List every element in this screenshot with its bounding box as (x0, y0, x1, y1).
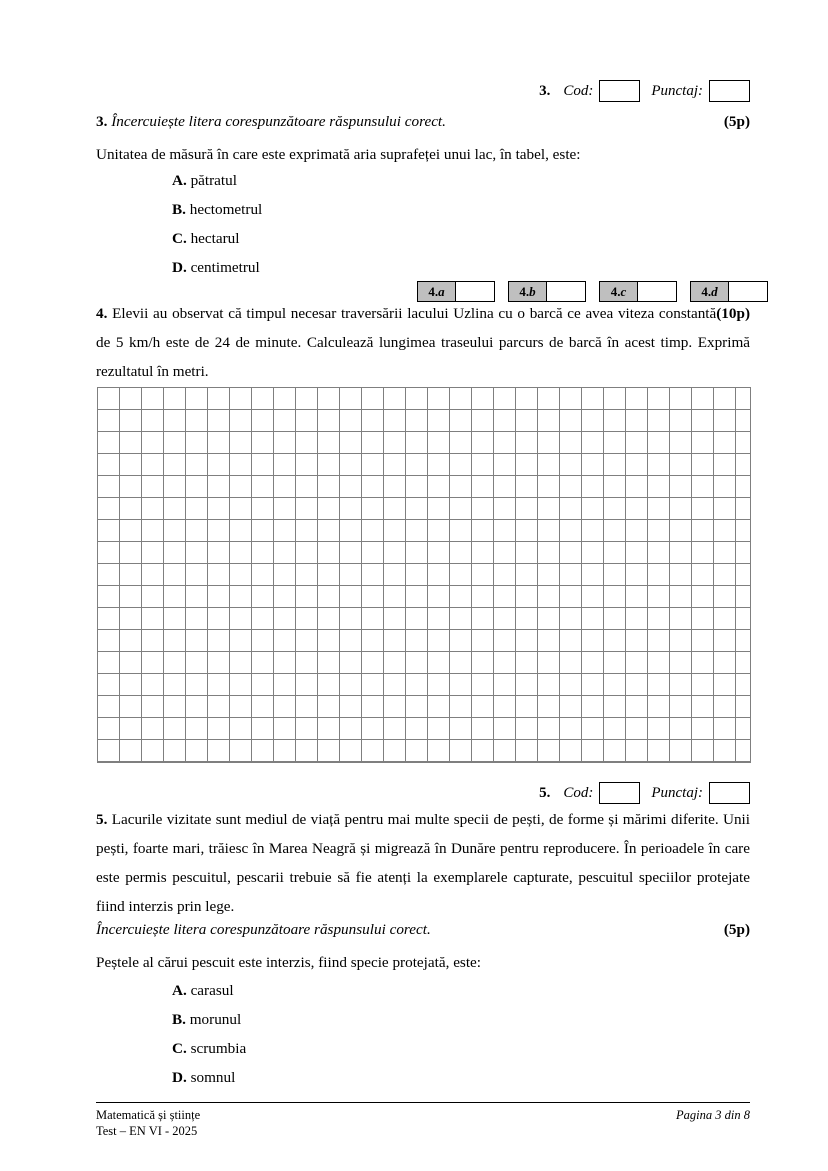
item5-choice-b[interactable] (172, 1005, 246, 1034)
item5-choice-d[interactable] (172, 1063, 246, 1092)
item5-body: Lacurile vizitate sunt mediul de viață pentru mai multe specii de pești, de forme și mărimi diferite. Unii pești, foarte mari, trăiesc în Marea Neagră și migrează în Dunăre pentru reproducere. În perioadele în care este permis pescuitul, pescarii trebuie să fie atenți la exemplarele capturate, pescuitul speciilor protejate fiind interzis prin lege. (96, 811, 750, 915)
item3-choice-c-letter: C. (172, 230, 187, 247)
item5-stem: Peștele al cărui pescuit este interzis, fiind specie protejată, este: (96, 954, 482, 971)
item3-choice-d-text: centimetrul (190, 259, 260, 276)
item5-body-block (96, 805, 750, 921)
item5-instruction-line (96, 919, 750, 941)
item3-choice-b[interactable] (172, 195, 262, 224)
punctaj-input-box-3[interactable] (709, 80, 750, 102)
item4-work-grid[interactable] (97, 387, 751, 763)
item4-subscore-b-letter: b (529, 284, 536, 299)
item5-points: (5p) (723, 921, 750, 938)
footer-test: Test – EN VI - 2025 (96, 1124, 198, 1138)
cod-label-3: Cod: (563, 82, 594, 99)
item4-subscore-c-prefix: 4. (610, 284, 621, 299)
item5-choice-a[interactable] (172, 976, 246, 1005)
item5-instruction: Încercuiește litera corespunzătoare răspunsului corect. (96, 921, 431, 938)
item4-subscore-a-letter: a (438, 284, 445, 299)
item5-choice-a-letter: A. (172, 982, 187, 999)
cod-input-box-3[interactable] (599, 80, 640, 102)
item3-instruction-text (96, 111, 446, 133)
item3-choice-c[interactable] (172, 224, 262, 253)
footer-divider (96, 1102, 750, 1103)
item3-choice-a[interactable] (172, 166, 262, 195)
page-footer (96, 1107, 750, 1139)
item5-choice-list (172, 976, 246, 1092)
item3-choice-a-letter: A. (172, 172, 187, 189)
item4-subscore-a-prefix: 4. (428, 284, 439, 299)
item3-number: 3. (96, 113, 108, 130)
item3-choice-list (172, 166, 262, 282)
cod-row-question-number-5: 5. (539, 784, 551, 801)
item3-choice-d-letter: D. (172, 259, 187, 276)
cod-input-box-5[interactable] (599, 782, 640, 804)
item4-number: 4. (96, 305, 108, 322)
item3-instruction: Încercuiește litera corespunzătoare răspunsului corect. (111, 113, 446, 130)
item3-instruction-line (96, 111, 750, 133)
item3-points: (5p) (723, 113, 750, 130)
item3-choice-d[interactable] (172, 253, 262, 282)
item5-choice-d-letter: D. (172, 1069, 187, 1086)
item5-choice-c-text: scrumbia (190, 1040, 247, 1057)
item3-choice-a-text: pătratul (190, 172, 237, 189)
cod-punctaj-row-item5 (539, 782, 750, 804)
item3-choice-c-text: hectarul (190, 230, 240, 247)
cod-row-question-number-3: 3. (539, 82, 551, 99)
item5-choice-a-text: carasul (190, 982, 234, 999)
cod-punctaj-row-item3 (539, 80, 750, 102)
item4-subscore-c-letter: c (620, 284, 627, 299)
item4-subscore-d-letter: d (711, 284, 718, 299)
item5-choice-b-text: morunul (189, 1011, 242, 1028)
footer-subject: Matematică și științe (96, 1108, 201, 1122)
item5-choice-d-text: somnul (190, 1069, 236, 1086)
punctaj-input-box-5[interactable] (709, 782, 750, 804)
item4-points: (10p) (716, 305, 750, 322)
item3-choice-b-text: hectometrul (189, 201, 263, 218)
footer-left (96, 1107, 200, 1139)
item3-stem: Unitatea de măsură în care este exprimată aria suprafeței unui lac, în tabel, este: (96, 146, 581, 163)
item5-choice-c-letter: C. (172, 1040, 187, 1057)
punctaj-label-5: Punctaj: (651, 784, 703, 801)
item3-choice-b-letter: B. (172, 201, 186, 218)
item4-subscore-d-prefix: 4. (701, 284, 712, 299)
item5-choice-c[interactable] (172, 1034, 246, 1063)
cod-label-5: Cod: (563, 784, 594, 801)
item4-body-block (96, 299, 750, 386)
item5-choice-b-letter: B. (172, 1011, 186, 1028)
item5-number: 5. (96, 811, 108, 828)
footer-page-number: Pagina 3 din 8 (676, 1108, 750, 1122)
item4-body: Elevii au observat că timpul necesar traversării lacului Uzlina cu o barcă ce avea viteza constantă de 5 km/h este de 24 de minute. Calculează lungimea traseului parcurs de barcă în acest timp. Exprimă rezultatul în metri. (96, 305, 750, 380)
punctaj-label-3: Punctaj: (651, 82, 703, 99)
item4-subscore-b-prefix: 4. (519, 284, 530, 299)
